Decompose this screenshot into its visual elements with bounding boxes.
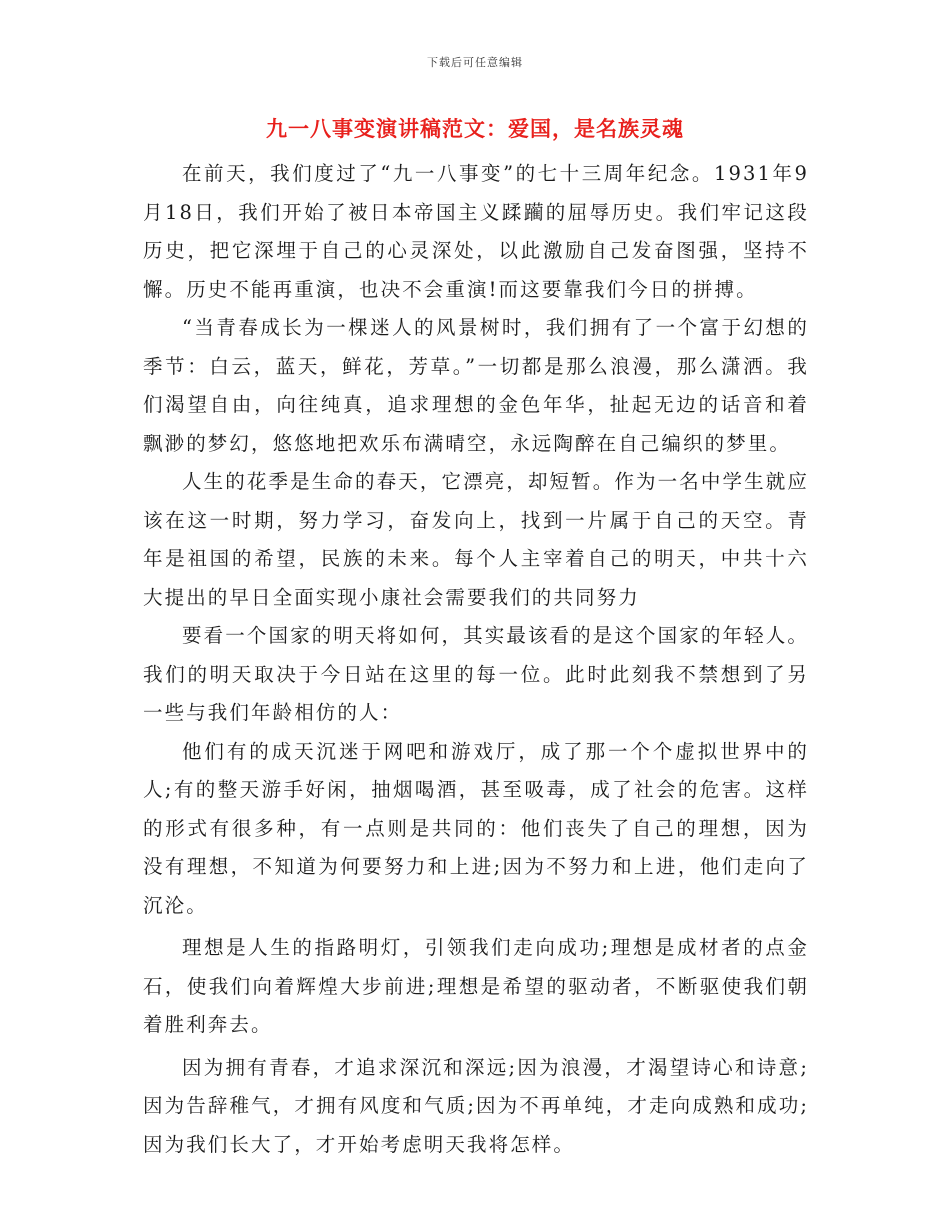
document-title: 九一八事变演讲稿范文：爱国，是名族灵魂	[266, 116, 684, 141]
paragraph-7: 因为拥有青春，才追求深沉和深远;因为浪漫，才渴望诗心和诗意;因为告辞稚气，才拥有风度和气质;因为不再单纯，才走向成熟和成功;因为我们长大了，才开始考虑明天我将怎样。	[143, 1055, 809, 1156]
paragraph-1: 在前天，我们度过了“九一八事变”的七十三周年纪念。1931年9月18日，我们开始了被日本帝国主义蹂躏的屈辱历史。我们牢记这段历史，把它深埋于自己的心灵深处，以此激励自己发奋图强，坚持不懈。历史不能再重演，也决不会重演!而这要靠我们今日的拼搏。	[143, 162, 809, 301]
paragraph-4: 要看一个国家的明天将如何，其实最该看的是这个国家的年轻人。我们的明天取决于今日站在这里的每一位。此时此刻我不禁想到了另一些与我们年龄相仿的人：	[143, 624, 809, 724]
paragraph-5: 他们有的成天沉迷于网吧和游戏厅，成了那一个个虚拟世界中的人;有的整天游手好闲，抽烟喝酒，甚至吸毒，成了社会的危害。这样的形式有很多种，有一点则是共同的：他们丧失了自己的理想，因为没有理想，不知道为何要努力和上进;因为不努力和上进，他们走向了沉沦。	[143, 739, 809, 917]
header-note: 下载后可任意编辑	[427, 56, 523, 69]
paragraph-2: “当青春成长为一棵迷人的风景树时，我们拥有了一个富于幻想的季节：白云，蓝天，鲜花，芳草。”一切都是那么浪漫，那么潇洒。我们渴望自由，向往纯真，追求理想的金色年华，扯起无边的话音和着飘渺的梦幻，悠悠地把欢乐布满晴空，永远陶醉在自己编织的梦里。	[143, 316, 809, 455]
paragraph-6: 理想是人生的指路明灯，引领我们走向成功;理想是成材者的点金石，使我们向着辉煌大步前进;理想是希望的驱动者，不断驱使我们朝着胜利奔去。	[143, 936, 809, 1036]
document-body	[143, 155, 809, 1164]
paragraph-3: 人生的花季是生命的春天，它漂亮，却短暂。作为一名中学生就应该在这一时期，努力学习，奋发向上，找到一片属于自己的天空。青年是祖国的希望，民族的未来。每个人主宰着自己的明天，中共十六大提出的早日全面实现小康社会需要我们的共同努力	[143, 470, 809, 609]
